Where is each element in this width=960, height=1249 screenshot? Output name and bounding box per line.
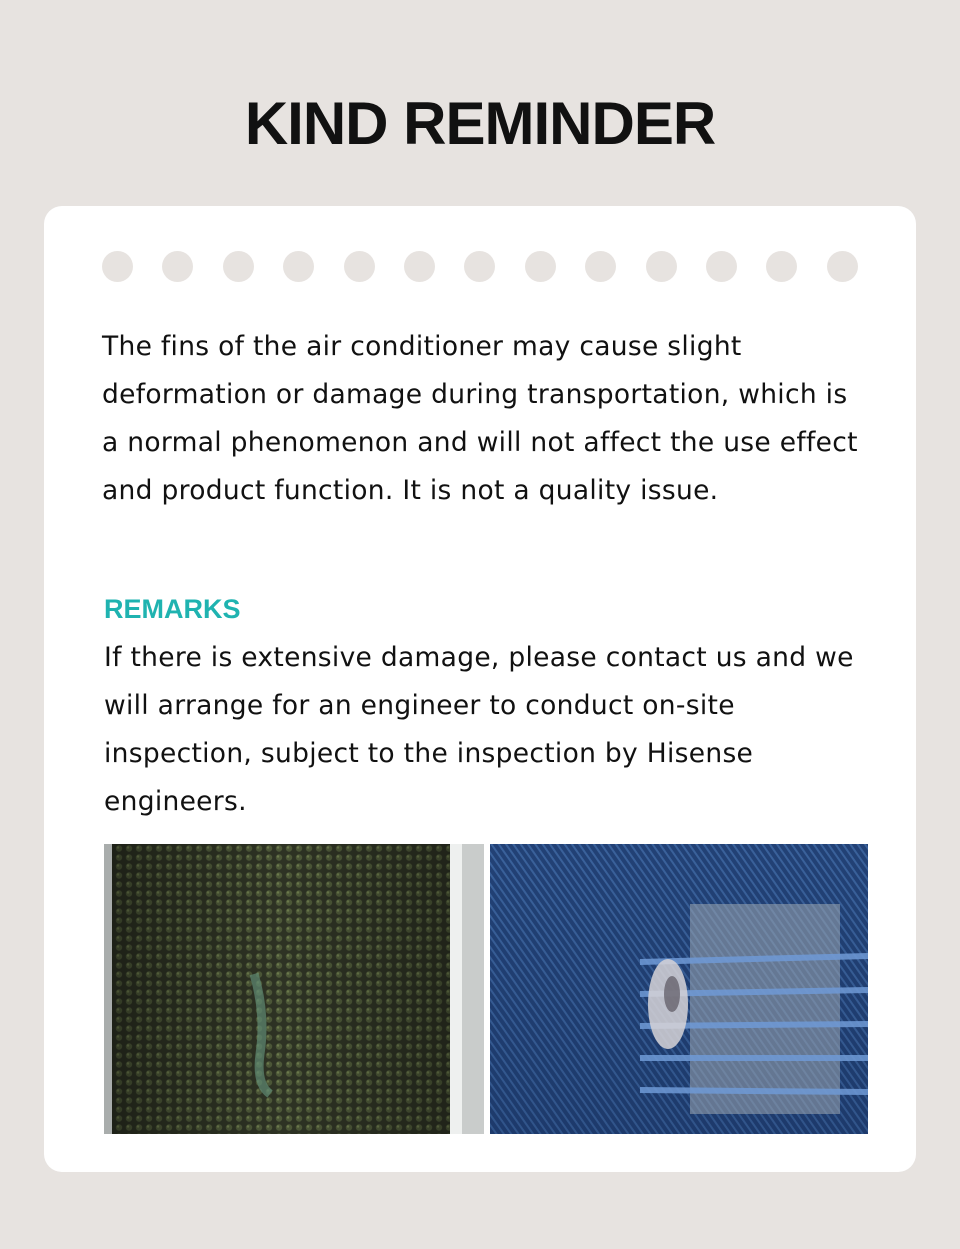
decorative-dot-row xyxy=(102,251,858,283)
remarks-heading: REMARKS xyxy=(104,594,241,624)
decorative-dot xyxy=(223,251,254,282)
decorative-dot xyxy=(162,251,193,282)
decorative-dot xyxy=(283,251,314,282)
decorative-dot xyxy=(525,251,556,282)
notice-paragraph: The fins of the air conditioner may cause slight deformation or damage during transportation, which is a normal phenomenon and will not affect the use effect and product function. It is not a quality issue. xyxy=(102,331,858,506)
photo-green-fins xyxy=(104,844,484,1134)
photo-blue-fins xyxy=(490,844,868,1134)
green-fins-illustration xyxy=(104,844,484,1134)
decorative-dot xyxy=(706,251,737,282)
blue-fins-illustration xyxy=(490,844,868,1134)
decorative-dot xyxy=(404,251,435,282)
decorative-dot xyxy=(766,251,797,282)
decorative-dot xyxy=(585,251,616,282)
remarks-paragraph: If there is extensive damage, please contact us and we will arrange for an engineer to conduct on-site inspection, subject to the inspection by Hisense engineers. xyxy=(104,642,854,817)
page-title: KIND REMINDER xyxy=(244,90,716,157)
reminder-card xyxy=(44,206,916,1172)
decorative-dot xyxy=(464,251,495,282)
decorative-dot xyxy=(646,251,677,282)
decorative-dot xyxy=(827,251,858,282)
decorative-dot xyxy=(102,251,133,282)
decorative-dot xyxy=(344,251,375,282)
